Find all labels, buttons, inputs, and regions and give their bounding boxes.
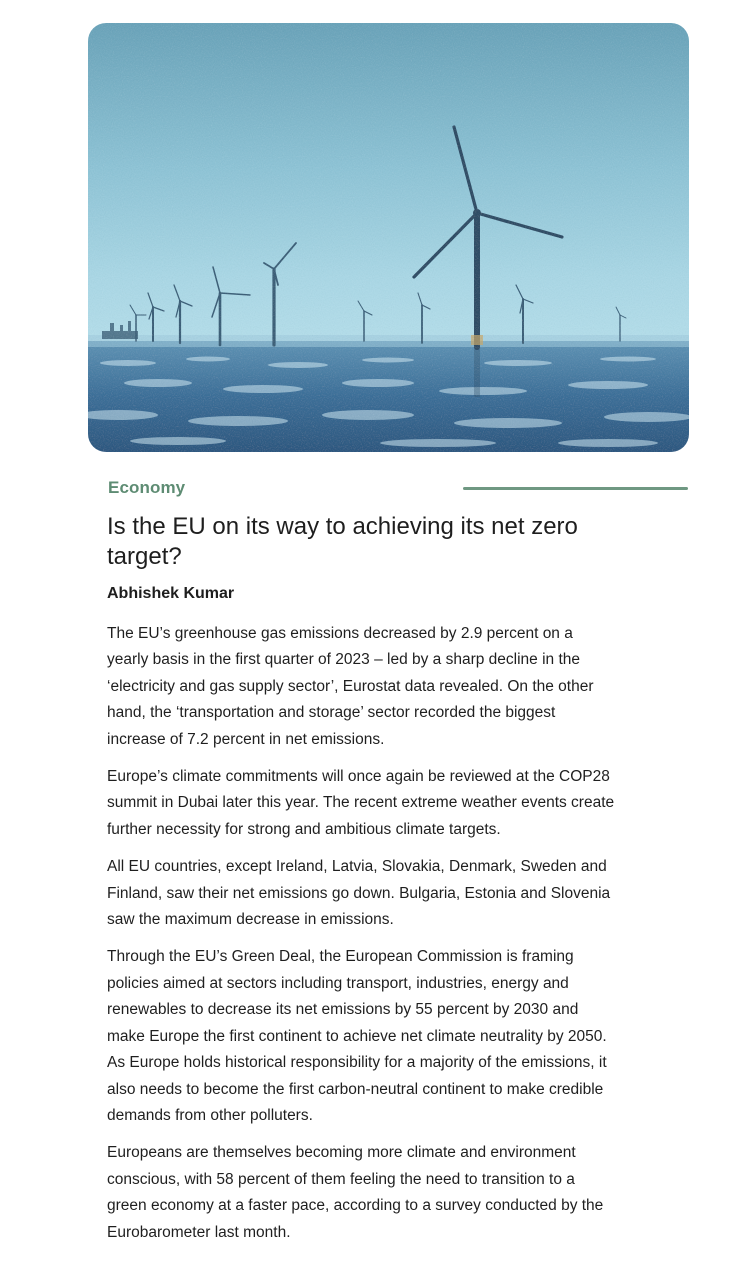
article-author[interactable]: Abhishek Kumar: [107, 585, 235, 602]
category-divider: [463, 487, 688, 490]
article-paragraph: Through the EU’s Green Deal, the European Commission is framing policies aimed at sectors including transport, industries, energy and renewables to decrease its net emissions by 55 percent by 2030 and make Europe the first continent to achieve net climate neutrality by 2050. As Europe holds historical responsibility for a majority of the emissions, it also needs to become the first carbon-neutral continent to make credible demands from other polluters.: [107, 948, 607, 1124]
offshore-wind-farm-illustration: [88, 23, 689, 452]
article-body: [107, 621, 617, 1257]
article-paragraph: Europeans are themselves becoming more climate and environment conscious, with 58 percent of them feeling the need to transition to a green economy at a faster pace, according to a survey conducted by the Eurobarometer last month.: [107, 1144, 604, 1241]
category-label[interactable]: Economy: [108, 478, 186, 497]
hero-image: [88, 23, 689, 452]
article-paragraph: All EU countries, except Ireland, Latvia, Slovakia, Denmark, Sweden and Finland, saw their net emissions go down. Bulgaria, Estonia and Slovenia saw the maximum decrease in emissions.: [107, 858, 611, 929]
article-title: Is the EU on its way to achieving its net zero target?: [107, 513, 578, 570]
article-paragraph: Europe’s climate commitments will once again be reviewed at the COP28 summit in Dubai later this year. The recent extreme weather events create further necessity for strong and ambitious climate targets.: [107, 768, 615, 838]
article-paragraph: The EU’s greenhouse gas emissions decreased by 2.9 percent on a yearly basis in the first quarter of 2023 – led by a sharp decline in the ‘electricity and gas supply sector’, Eurostat data revealed. On the other hand, the ‘transportation and storage’ sector recorded the biggest increase of 7.2 percent in net emissions.: [107, 625, 594, 748]
category-row: [108, 478, 688, 502]
